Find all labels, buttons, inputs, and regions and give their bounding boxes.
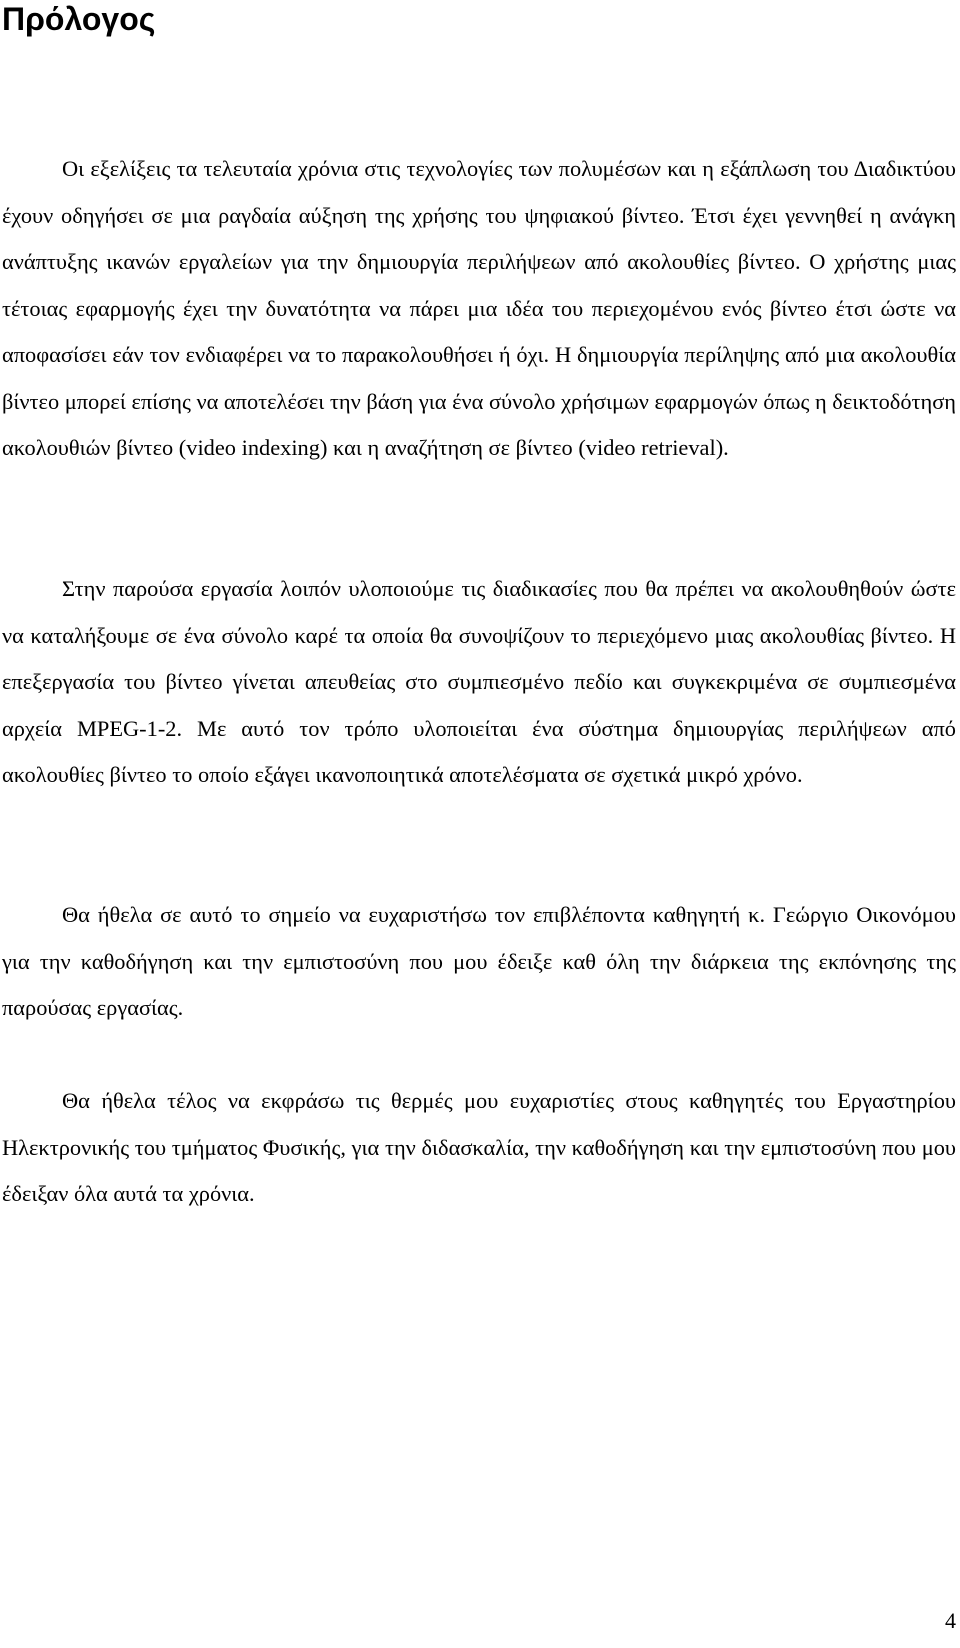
- page-title: Πρόλογος: [2, 1, 156, 37]
- paragraph-acknowledgment-lab: Θα ήθελα τέλος να εκφράσω τις θερμές μου ευχαριστίες στους καθηγητές του Εργαστηρίου Ηλεκτρονικής του τμήματος Φυσικής, για την διδασκαλία, την καθοδήγηση και την εμπιστοσύνη που μου έδειξαν όλα αυτά τα χρόνια.: [2, 1088, 956, 1206]
- paragraph-work-summary: Στην παρούσα εργασία λοιπόν υλοποιούμε τις διαδικασίες που θα πρέπει να ακολουθηθούν ώστε να καταλήξουμε σε ένα σύνολο καρέ τα οποία θα συνοψίζουν το περιεχόμενο μιας ακολουθίας βίντεο. Η επεξεργασία του βίντεο γίνεται απευθείας στο συμπιεσμένο πεδίο και συγκεκριμένα σε συμπιεσμένα αρχεία MPEG-1-2. Με αυτό τον τρόπο υλοποιείται ένα σύστημα δημιουργίας περιλήψεων από ακολουθίες βίντεο το οποίο εξάγει ικανοποιητικά αποτελέσματα σε σχετικά μικρό χρόνο.: [2, 576, 956, 787]
- paragraph-acknowledgment-supervisor: Θα ήθελα σε αυτό το σημείο να ευχαριστήσω τον επιβλέποντα καθηγητή κ. Γεώργιο Οικονόμου για την καθοδήγηση και την εμπιστοσύνη που μου έδειξε καθ όλη την διάρκεια της εκπόνησης της παρούσας εργασίας.: [2, 902, 956, 1020]
- page-number: 4: [945, 1608, 956, 1633]
- paragraph-intro: Οι εξελίξεις τα τελευταία χρόνια στις τεχνολογίες των πολυμέσων και η εξάπλωση του Διαδικτύου έχουν οδηγήσει σε μια ραγδαία αύξηση της χρήσης του ψηφιακού βίντεο. Έτσι έχει γεννηθεί η ανάγκη ανάπτυξης ικανών εργαλείων για την δημιουργία περιλήψεων από ακολουθίες βίντεο. Ο χρήστης μιας τέτοιας εφαρμογής έχει την δυνατότητα να πάρει μια ιδέα του περιεχομένου ενός βίντεο έτσι ώστε να αποφασίσει εάν τον ενδιαφέρει να το παρακολουθήσει ή όχι. Η δημιουργία περίληψης από μια ακολουθία βίντεο μπορεί επίσης να αποτελέσει την βάση για ένα σύνολο χρήσιμων εφαρμογών όπως η δεικτοδότηση ακολουθιών βίντεο (video indexing) και η αναζήτηση σε βίντεο (video retrieval).: [2, 156, 956, 460]
